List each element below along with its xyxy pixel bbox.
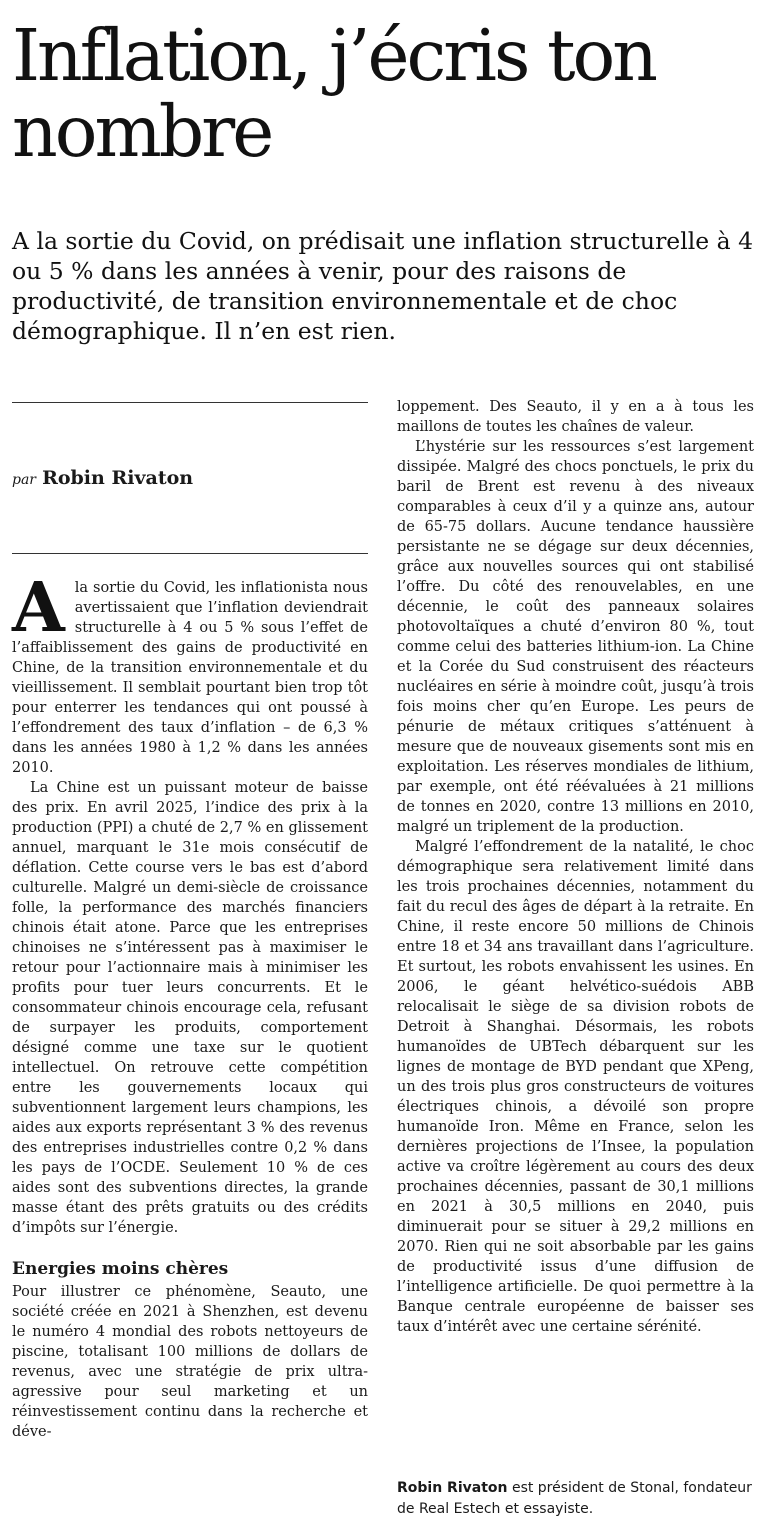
paragraph: Pour illustrer ce phénomène, Seauto, une société créée en 2021 à Shenzhen, est devenu le numéro 4 mondial des robots nettoyeurs de piscine, totalisant 100 millions de dollars de revenus, avec une stratégie de prix ultra-agressive pour seul marketing et un réinvestissement continu dans la recherche et déve- [12,1284,368,1440]
paragraph: loppement. Des Seauto, il y en a à tous les maillons de toutes les chaînes de valeur. [397,399,754,435]
byline [12,467,193,489]
subheading: Energies moins chères [12,1259,229,1279]
article-standfirst: A la sortie du Covid, on prédisait une inflation structurelle à 4 ou 5 % dans les années à venir, pour des raisons de productivité, de transition environnementale et de choc démographique. Il n’en est rien. [12,227,754,345]
column-right [397,397,754,1337]
paragraph: Malgré l’effondrement de la natalité, le choc démographique sera relativement limité dans les trois prochaines décennies, notamment du fait du recul des âges de départ à la retraite. En Chine, il reste encore 50 millions de Chinois entre 18 et 34 ans travaillant dans l’agriculture. Et surtout, les robots envahissent les usines. En 2006, le géant helvético-suédois ABB relocalisait le siège de sa division robots de Detroit à Shanghai. Désormais, les robots humanoïdes de UBTech débarquent sur les lignes de montage de BYD pendant que XPeng, un des trois plus gros constructeurs de voitures électriques chinois, a dévoilé son propre humanoïde Iron. Même en France, selon les dernières projections de l’Insee, la population active va croître légèrement au cours des deux prochaines décennies, passant de 30,1 millions en 2021 à 30,5 millions en 2040, puis diminuerait pour se situer à 29,2 millions en 2070. Rien qui ne soit absorbable par les gains de productivité issus d’une diffusion de l’intelligence artificielle. De quoi permettre à la Banque centrale européenne de baisser ses taux d’intérêt avec une certaine sérénité. [397,839,754,1335]
byline-author: Robin Rivaton [42,467,194,489]
rule-top [12,402,368,403]
article-title: Inflation, j’écris ton nombre [12,14,655,173]
paragraph: La Chine est un puissant moteur de baisse des prix. En avril 2025, l’indice des prix à la production (PPI) a chuté de 2,7 % en glissement annuel, marquant le 31e mois consécutif de déflation. Cette course vers le bas est d’abord culturelle. Malgré un demi-siècle de croissance folle, la performance des marchés financiers chinois était atone. Parce que les entreprises chinoises ne s’intéressent pas à maximiser le retour pour l’actionnaire mais à minimiser les profits pour tuer leurs concurrents. Et le consommateur chinois encourage cela, refusant de surpayer les produits, comportement désigné comme une taxe sur le quotient intellectuel. On retrouve cette compétition entre les gouvernements locaux qui subventionnent largement leurs champions, les aides aux exports représentant 3 % des revenus des entreprises industrielles contre 0,2 % dans les pays de l’OCDE. Seulement 10 % de ces aides sont des subventions directes, la grande masse étant des prêts gratuits ou des crédits d’impôts sur l’énergie. [12,780,368,1236]
author-note-text: est président de Stonal, fondateur de Real Estech et essayiste. [397,1480,752,1517]
rule-bottom [12,553,368,554]
drop-cap: A [12,568,65,648]
paragraph-text: la sortie du Covid, les inflationista nous avertissaient que l’inflation deviendrait structurelle à 4 ou 5 % sous l’effet de l’affaiblissement des gains de productivité en Chine, de la transition environnementale et du vieillissement. Il semblait pourtant bien trop tôt pour enterrer les tendances qui ont poussé à l’effondrement des taux d’inflation – de 6,3 % dans les années 1980 à 1,2 % dans les années 2010. [12,580,368,776]
paragraph [12,568,368,778]
byline-prefix: par [12,472,37,488]
column-left [12,568,368,1442]
author-note [397,1478,757,1520]
author-note-name: Robin Rivaton [397,1480,508,1496]
paragraph: L’hystérie sur les ressources s’est largement dissipée. Malgré des chocs ponctuels, le prix du baril de Brent est revenu à des niveaux comparables à ceux d’il y a quinze ans, autour de 65-75 dollars. Aucune tendance haussière persistante ne se dégage sur deux décennies, grâce aux nouvelles sources qui ont stabilisé l’offre. Du côté des renouvelables, en une décennie, le coût des panneaux solaires photovoltaïques a chuté d’environ 80 %, tout comme celui des batteries lithium-ion. La Chine et la Corée du Sud construisent des réacteurs nucléaires en série à moindre coût, jusqu’à trois fois moins cher qu’en Europe. Les peurs de pénurie de métaux critiques s’atténuent à mesure que de nouveaux gisements sont mis en exploitation. Les réserves mondiales de lithium, par exemple, ont été réévaluées à 21 millions de tonnes en 2020, contre 13 millions en 2010, malgré un triplement de la production. [397,439,754,835]
